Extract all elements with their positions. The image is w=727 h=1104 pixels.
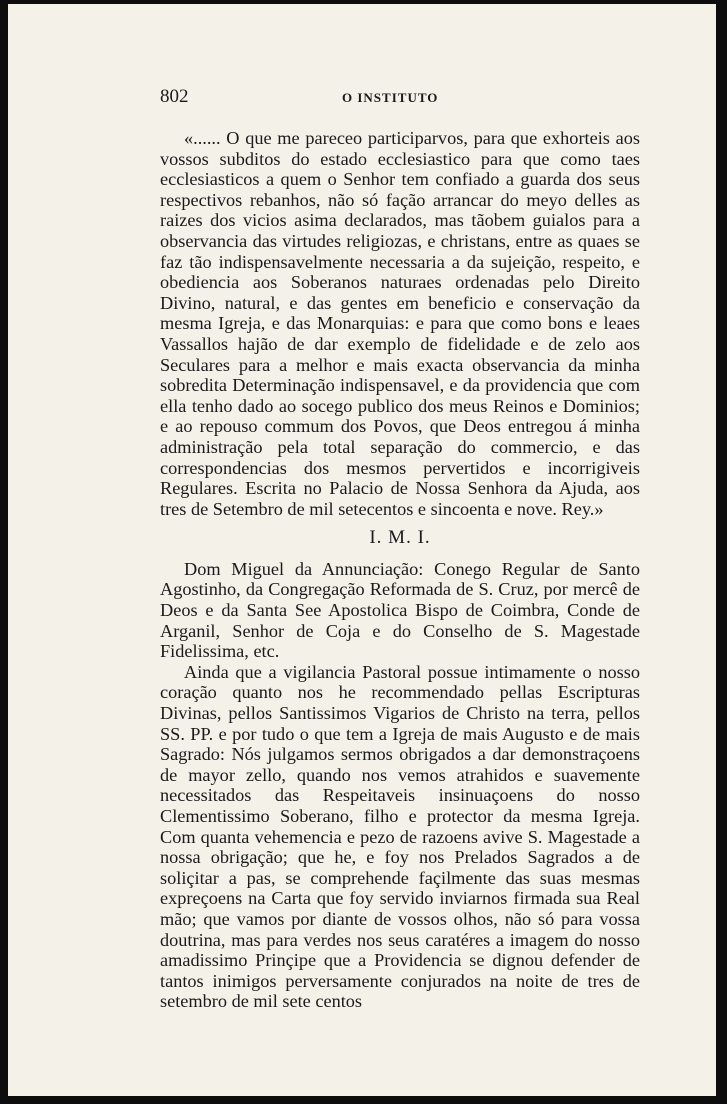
body-text [160, 128, 640, 1012]
page-header [160, 86, 635, 110]
quoted-letter-paragraph: «...... O que me pareceo participarvos, para que exhorteis aos vossos subditos do estado ecclesiastico para que como taes ecclesiasticos a quem o Senhor tem confiado a guarda dos seus respectivos rebanhos, não só fação arrancar do meyo delles as raizes dos vicios asima declarados, mas tãobem guialos para a observancia das virtudes religiozas, e christans, entre as quaes se faz tão indispensavelmente necessaria a da sujeição, respeito, e obediencia aos Soberanos naturaes ordenadas pelo Direito Divino, natural, e das gentes em beneficio e conservação da mesma Igreja, e das Monarquias: e para que como bons e leaes Vassallos hajão de dar exemplo de fidelidade e de zelo aos Seculares para a melhor e mais exacta observancia da minha sobredita Determinação indispensavel, e da providencia que com ella tenho dado ao socego publico dos meus Reinos e Dominios; e ao repouso commum dos Povos, que Deos entregou á minha administração pela total separação do commercio, e das correspondencias dos mesmos pervertidos e incorrigiveis Regulares. Escrita no Palacio de Nossa Senhora da Ajuda, aos tres de Setembro de mil setecentos e sincoenta e nove. Rey.» [160, 128, 640, 519]
pastoral-paragraph: Ainda que a vigilancia Pastoral possue intimamente o nosso coração quanto nos he recommendado pellas Escripturas Divinas, pellos Santissimos Vigarios de Christo na terra, pellos SS. PP. e por tudo o que tem a Igreja de mais Augusto e de mais Sagrado: Nós julgamos sermos obrigados a dar demonstraçoens de mayor zello, quando nos vemos atrahidos e suavemente necessitados das Respeitaveis insinuaçoens do nosso Clementissimo Soberano, filho e protector da mesma Igreja. Com quanta vehemencia e pezo de razoens avive S. Magestade a nossa obrigação; que he, e foy nos Prelados Sagrados a de soliçitar a pas, se comprehende façilmente das suas mesmas expreçoens na Carta que foy servido inviarnos firmada sua Real mão; que vamos por diante de vossos olhos, não só para vossa doutrina, mas para verdes nos seus caratéres a imagem do nosso amadissimo Prinçipe que a Providencia se dignou defender de tantos inimigos perversamente conjurados na noite de tres de setembro de mil sete centos [160, 661, 640, 1012]
section-heading: I. M. I. [369, 527, 431, 549]
page-number: 802 [160, 86, 189, 107]
book-page [8, 4, 716, 1096]
bishop-title-paragraph: Dom Miguel da Annunciação: Conego Regular de Santo Agostinho, da Congregação Reformada de S. Cruz, por mercê de Deos e da Santa See Apostolica Bispo de Coimbra, Conde de Arganil, Senhor de Coja e do Conselho de S. Magestade Fidelissima, etc. [160, 558, 640, 662]
running-title: O INSTITUTO [342, 90, 439, 105]
